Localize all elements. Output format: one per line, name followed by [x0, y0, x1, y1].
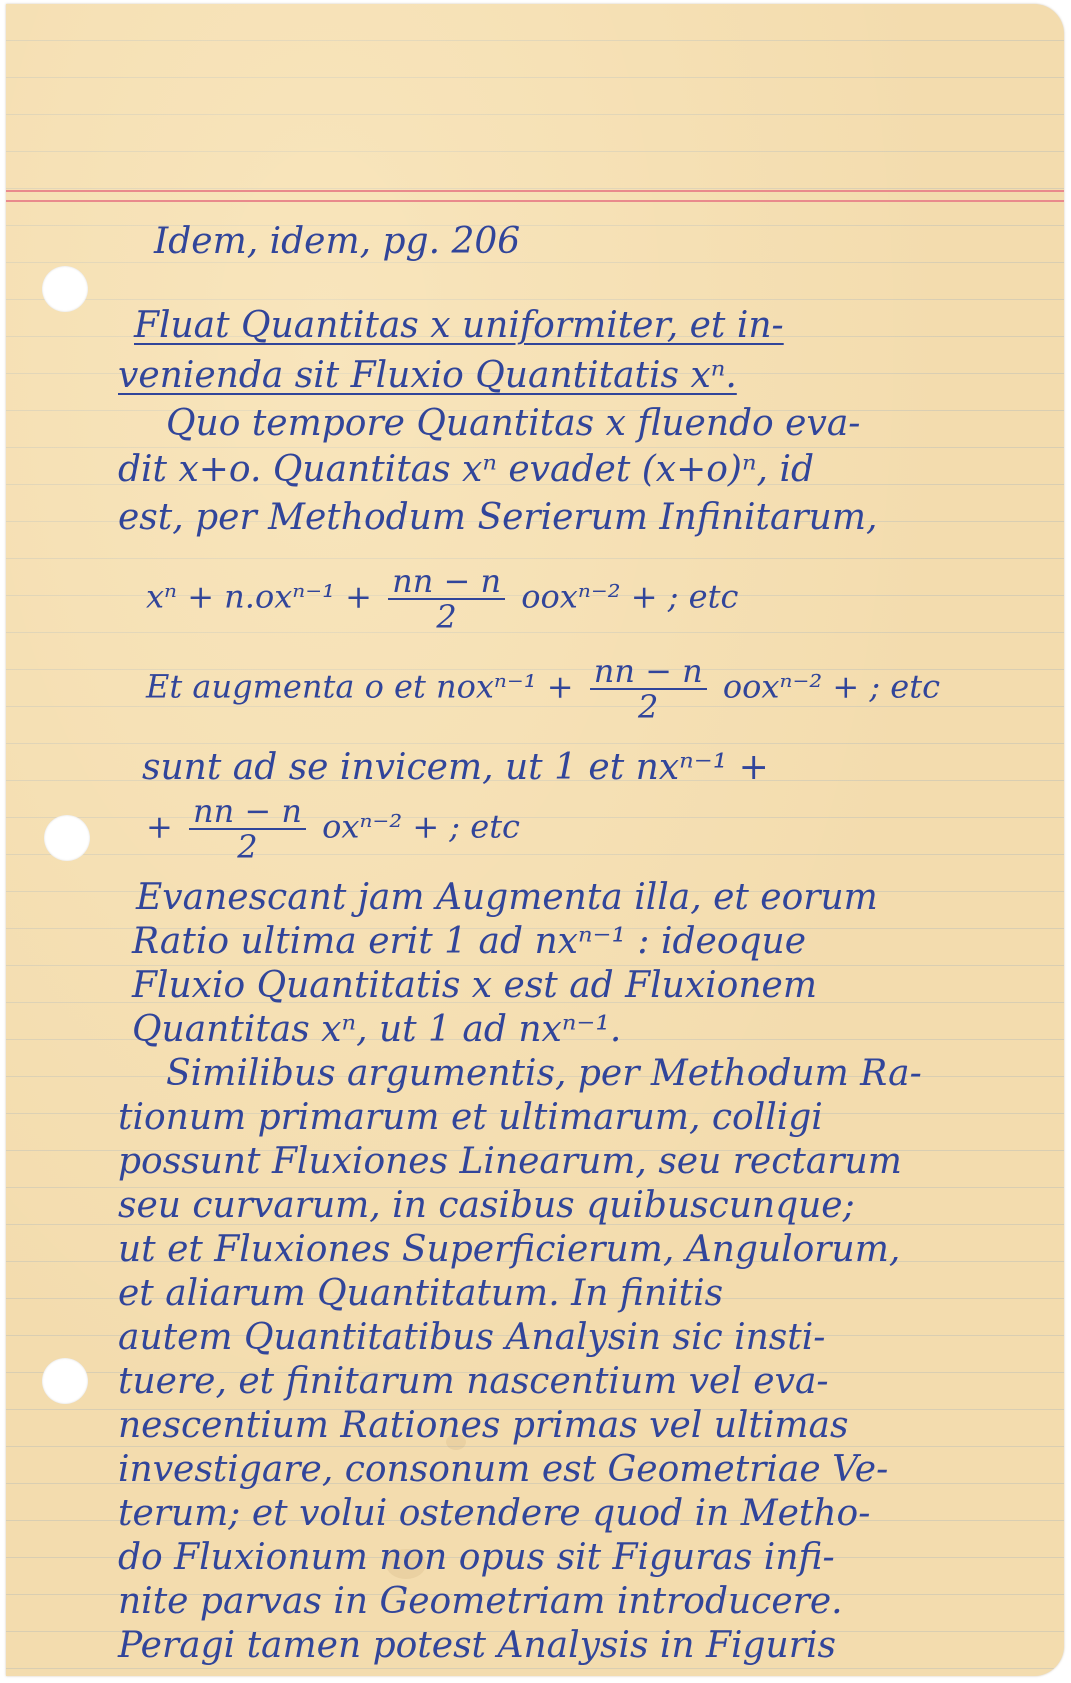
equation-series: [146, 564, 738, 634]
text-line: investigare, consonum est Geometriae Ve-: [118, 1449, 889, 1490]
equation-part: Et augmenta o et noxⁿ⁻¹ +: [146, 667, 574, 706]
equation-part: ooxⁿ⁻² + ; etc: [722, 667, 940, 706]
text-line: Quo tempore Quantitas x fluendo eva-: [166, 403, 861, 444]
fraction-denominator: 2: [638, 688, 659, 726]
text-line: et aliarum Quantitatum. In finitis: [118, 1273, 724, 1314]
text-line: seu curvarum, in casibus quibuscunque;: [118, 1185, 855, 1226]
header-line: Idem, idem, pg. 206: [154, 221, 521, 262]
fraction: [590, 654, 707, 724]
index-card: [6, 4, 1064, 1676]
text-line: do Fluxionum non opus sit Figuras infi-: [118, 1537, 835, 1578]
text-line: tuere, et finitarum nascentium vel eva-: [118, 1361, 829, 1402]
text-line: nescentium Rationes primas vel ultimas: [118, 1405, 849, 1446]
text-line: possunt Fluxiones Linearum, seu rectarum: [118, 1141, 902, 1182]
text-line: sunt ad se invicem, ut 1 et nxⁿ⁻¹ +: [142, 747, 769, 788]
title-line: venienda sit Fluxio Quantitatis xⁿ.: [118, 355, 737, 396]
fraction-denominator: 2: [237, 828, 258, 866]
fraction-numerator: nn − n: [189, 794, 306, 830]
equation-part: ooxⁿ⁻² + ; etc: [521, 577, 739, 616]
fraction: [189, 794, 306, 864]
text-line: Peragi tamen potest Analysis in Figuris: [118, 1625, 836, 1666]
handwritten-text: [6, 4, 1064, 1676]
text-line: Ratio ultima erit 1 ad nxⁿ⁻¹ : ideoque: [132, 921, 807, 962]
text-line: Evanescant jam Augmenta illa, et eorum: [136, 877, 878, 918]
text-line: dit x+o. Quantitas xⁿ evadet (x+o)ⁿ, id: [118, 449, 815, 490]
text-line: est, per Methodum Serierum Infinitarum,: [118, 497, 878, 538]
equation-part: +: [146, 807, 173, 846]
text-line: ut et Fluxiones Superficierum, Angulorum,: [118, 1229, 901, 1270]
text-line: Quantitas xⁿ, ut 1 ad nxⁿ⁻¹.: [132, 1009, 622, 1050]
fraction: [388, 564, 505, 634]
fraction-denominator: 2: [436, 598, 457, 636]
title-line: Fluat Quantitas x uniformiter, et in-: [134, 305, 784, 346]
text-line: autem Quantitatibus Analysin sic insti-: [118, 1317, 826, 1358]
text-line: terum; et volui ostendere quod in Metho-: [118, 1493, 871, 1534]
fraction-numerator: nn − n: [388, 564, 505, 600]
equation-part: oxⁿ⁻² + ; etc: [322, 807, 520, 846]
equation-augmenta: [146, 654, 940, 724]
fraction-numerator: nn − n: [590, 654, 707, 690]
text-line: nite parvas in Geometriam introducere.: [118, 1581, 843, 1622]
equation-ratio: [146, 794, 520, 864]
equation-part: xⁿ + n.oxⁿ⁻¹ +: [146, 577, 372, 616]
text-line: tionum primarum et ultimarum, colligi: [118, 1097, 823, 1138]
text-line: Similibus argumentis, per Methodum Ra-: [166, 1053, 922, 1094]
text-line: Fluxio Quantitatis x est ad Fluxionem: [132, 965, 817, 1006]
